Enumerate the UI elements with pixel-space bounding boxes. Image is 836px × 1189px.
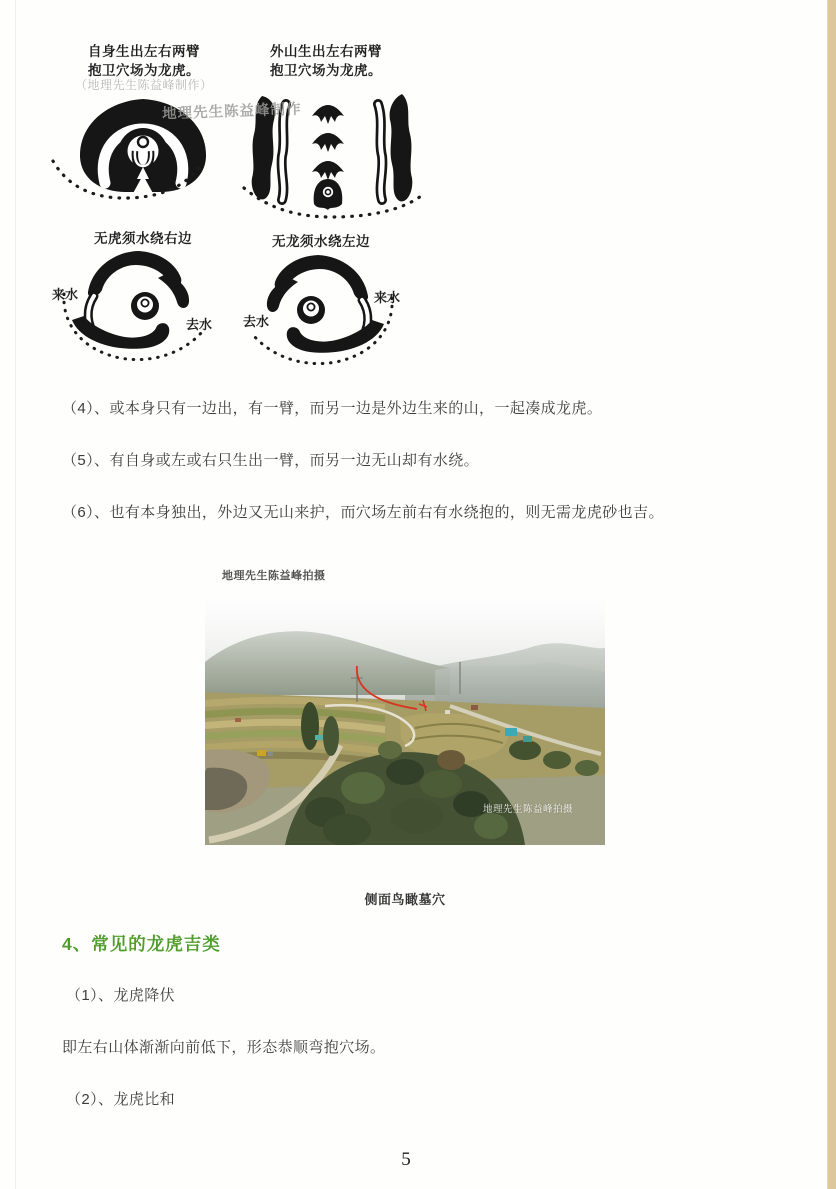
diagram2-caption-line2: 抱卫穴场为龙虎。	[270, 63, 382, 78]
diagram3-water-out-label: 去水	[186, 317, 213, 332]
page-number: 5	[401, 1149, 411, 1170]
diagram2-caption-line1: 外山生出左右两臂	[270, 44, 382, 59]
diagram3-caption: 无虎须水绕右边	[94, 231, 192, 246]
photo-watermark: 地理先生陈益峰拍摄	[483, 804, 574, 815]
page-right-edge-strip	[827, 0, 836, 1189]
diagram4-water-out-label: 去水	[243, 314, 270, 329]
photo-caption: 侧面鸟瞰墓穴	[364, 892, 446, 907]
diagram1-caption-line2: 抱卫穴场为龙虎。	[88, 63, 200, 78]
diagram1-caption-line1: 自身生出左右两臂	[88, 44, 200, 59]
page-left-edge	[15, 0, 16, 1189]
diagram1-caption	[88, 42, 200, 80]
diagram2-caption	[270, 42, 382, 80]
diagram3-water-in-label: 来水	[52, 287, 79, 302]
overlay-watermark: 地理先生陈益峰制作	[161, 101, 302, 123]
paragraph-5: （5）、有自身或左或右只生出一臂，而另一边无山却有水绕。	[62, 452, 480, 469]
diagram-no-tiger-svg	[58, 246, 218, 368]
aerial-photo	[205, 600, 605, 845]
diagram1-watermark: （地理先生陈益峰制作）	[75, 78, 213, 92]
diagram4-caption: 无龙须水绕左边	[272, 234, 370, 249]
diagram4-water-in-label: 来水	[374, 290, 401, 305]
paragraph-6: （6）、也有本身独出，外边又无山来护，而穴场左前右有水绕抱的，则无需龙虎砂也吉。	[62, 504, 664, 521]
paragraph-4: （4）、或本身只有一边出，有一臂，而另一边是外边生来的山，一起凑成龙虎。	[62, 400, 603, 417]
section-heading: 4、常见的龙虎吉类	[62, 934, 221, 954]
photo-credit-above: 地理先生陈益峰拍摄	[222, 570, 326, 582]
section-item-1-desc: 即左右山体渐渐向前低下，形态恭顺弯抱穴场。	[62, 1039, 386, 1056]
section-item-1: （1）、龙虎降伏	[66, 987, 176, 1004]
section-item-2: （2）、龙虎比和	[66, 1091, 176, 1108]
